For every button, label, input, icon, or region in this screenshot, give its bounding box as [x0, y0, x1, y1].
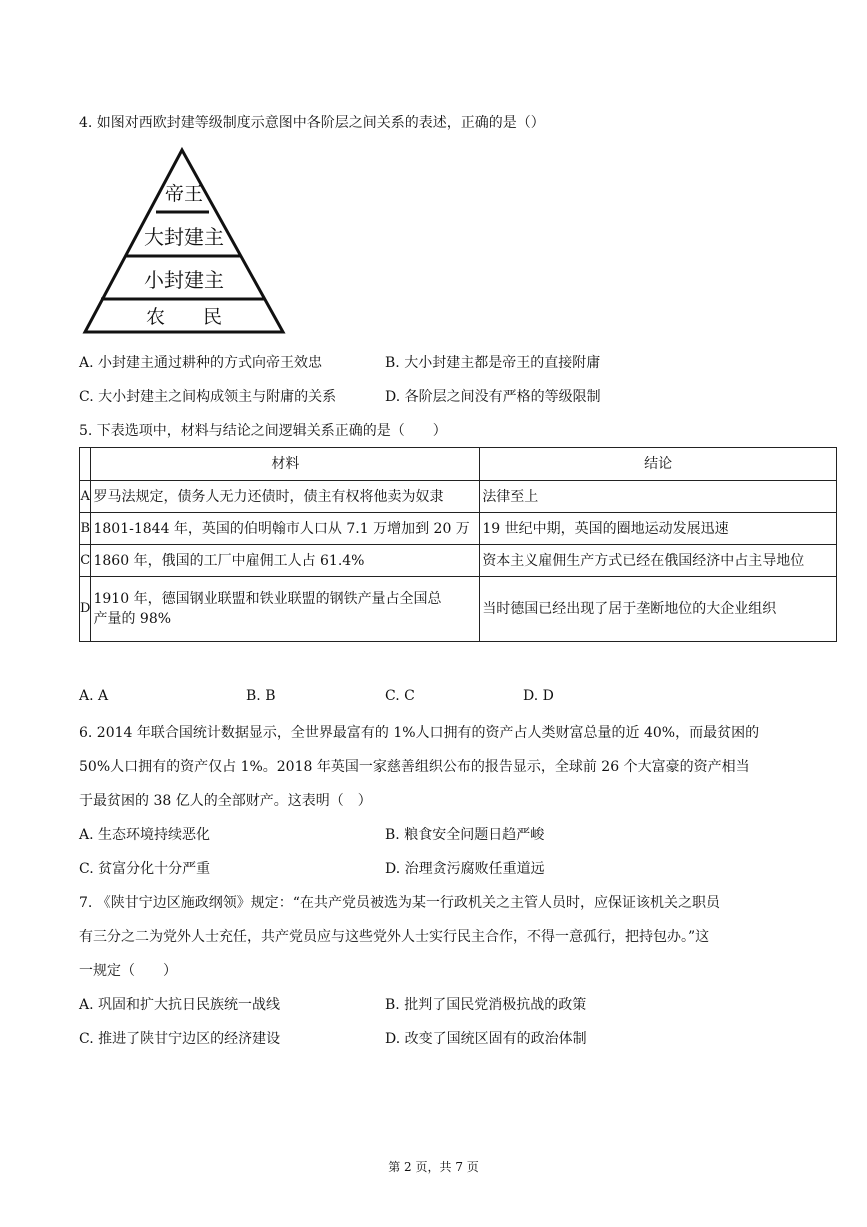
q5-stem: 5. 下表选项中，材料与结论之间逻辑关系正确的是（ ）: [79, 423, 447, 439]
table-row: [80, 513, 837, 545]
feudal-hierarchy-pyramid: [80, 146, 290, 334]
table-header-row: [80, 448, 837, 481]
q7-option-c[interactable]: C. 推进了陕甘宁边区的经济建设: [79, 1031, 281, 1047]
q5-option-d[interactable]: D. D: [523, 688, 554, 704]
pyramid-level-peasants: 农 民: [145, 306, 223, 328]
table-header-key: [80, 448, 91, 481]
q7-stem-line-1: 7. 《陕甘宁边区施政纲领》规定：“在共产党员被选为某一行政机关之主管人员时，应保证该机关之职员: [79, 895, 720, 911]
q4-option-a[interactable]: A. 小封建主通过耕种的方式向帝王效忠: [79, 355, 323, 371]
q7-stem-line-3: 一规定（ ）: [79, 963, 177, 979]
row-key: C: [80, 545, 91, 577]
row-key: D: [80, 577, 91, 642]
row-conclusion: 法律至上: [480, 481, 837, 513]
q6-option-b[interactable]: B. 粮食安全问题日趋严峻: [385, 827, 545, 843]
row-material: 1860 年，俄国的工厂中雇佣工人占 61.4%: [91, 545, 480, 577]
row-material: 1801-1844 年，英国的伯明翰市人口从 7.1 万增加到 20 万: [91, 513, 480, 545]
table-row: [80, 545, 837, 577]
q5-option-b[interactable]: B. B: [246, 688, 276, 704]
row-material-line-2: 产量的 98%: [93, 611, 172, 627]
table-header-material: 材料: [91, 448, 480, 481]
table-row: [80, 577, 837, 642]
row-material: [91, 577, 480, 642]
q4-option-c[interactable]: C. 大小封建主之间构成领主与附庸的关系: [79, 389, 337, 405]
q6-stem-line-1: 6. 2014 年联合国统计数据显示，全世界最富有的 1%人口拥有的资产占人类财富总量的近 40%，而最贫困的: [79, 725, 760, 741]
q5-option-c[interactable]: C. C: [385, 688, 415, 704]
row-conclusion: 当时德国已经出现了居于垄断地位的大企业组织: [480, 577, 837, 642]
pyramid-level-great-lords: 大封建主: [144, 225, 224, 249]
q7-option-a[interactable]: A. 巩固和扩大抗日民族统一战线: [79, 997, 281, 1013]
q7-option-b[interactable]: B. 批判了国民党消极抗战的政策: [385, 997, 587, 1013]
row-conclusion: 资本主义雇佣生产方式已经在俄国经济中占主导地位: [480, 545, 837, 577]
q6-option-d[interactable]: D. 治理贪污腐败任重道远: [385, 861, 545, 877]
row-conclusion: 19 世纪中期，英国的圈地运动发展迅速: [480, 513, 837, 545]
q4-stem: 4. 如图对西欧封建等级制度示意图中各阶层之间关系的表述，正确的是（）: [79, 115, 545, 131]
table-header-conclusion: 结论: [480, 448, 837, 481]
row-key: A: [80, 481, 91, 513]
q4-option-d[interactable]: D. 各阶层之间没有严格的等级限制: [385, 389, 601, 405]
table-row: [80, 481, 837, 513]
q6-option-c[interactable]: C. 贫富分化十分严重: [79, 861, 211, 877]
row-material-line-1: 1910 年，德国钢业联盟和铁业联盟的钢铁产量占全国总: [93, 591, 442, 607]
q7-stem-line-2: 有三分之二为党外人士充任，共产党员应与这些党外人士实行民主合作，不得一意孤行，把持包办。”这: [79, 929, 710, 945]
q6-stem-line-3: 于最贫困的 38 亿人的全部财产。这表明（ ）: [79, 793, 372, 809]
q6-stem-line-2: 50%人口拥有的资产仅占 1%。2018 年英国一家慈善组织公布的报告显示，全球前 26 个大富豪的资产相当: [79, 759, 750, 775]
row-material: 罗马法规定，债务人无力还债时，债主有权将他卖为奴隶: [91, 481, 480, 513]
q4-option-b[interactable]: B. 大小封建主都是帝王的直接附庸: [385, 355, 601, 371]
q5-option-a[interactable]: A. A: [79, 688, 109, 704]
q6-option-a[interactable]: A. 生态环境持续恶化: [79, 827, 211, 843]
pyramid-level-lesser-lords: 小封建主: [144, 268, 224, 292]
pyramid-level-emperor: 帝王: [164, 183, 204, 205]
q7-option-d[interactable]: D. 改变了国统区固有的政治体制: [385, 1031, 587, 1047]
q5-material-table: [79, 447, 837, 642]
row-key: B: [80, 513, 91, 545]
page-footer: 第 2 页，共 7 页: [388, 1160, 479, 1174]
